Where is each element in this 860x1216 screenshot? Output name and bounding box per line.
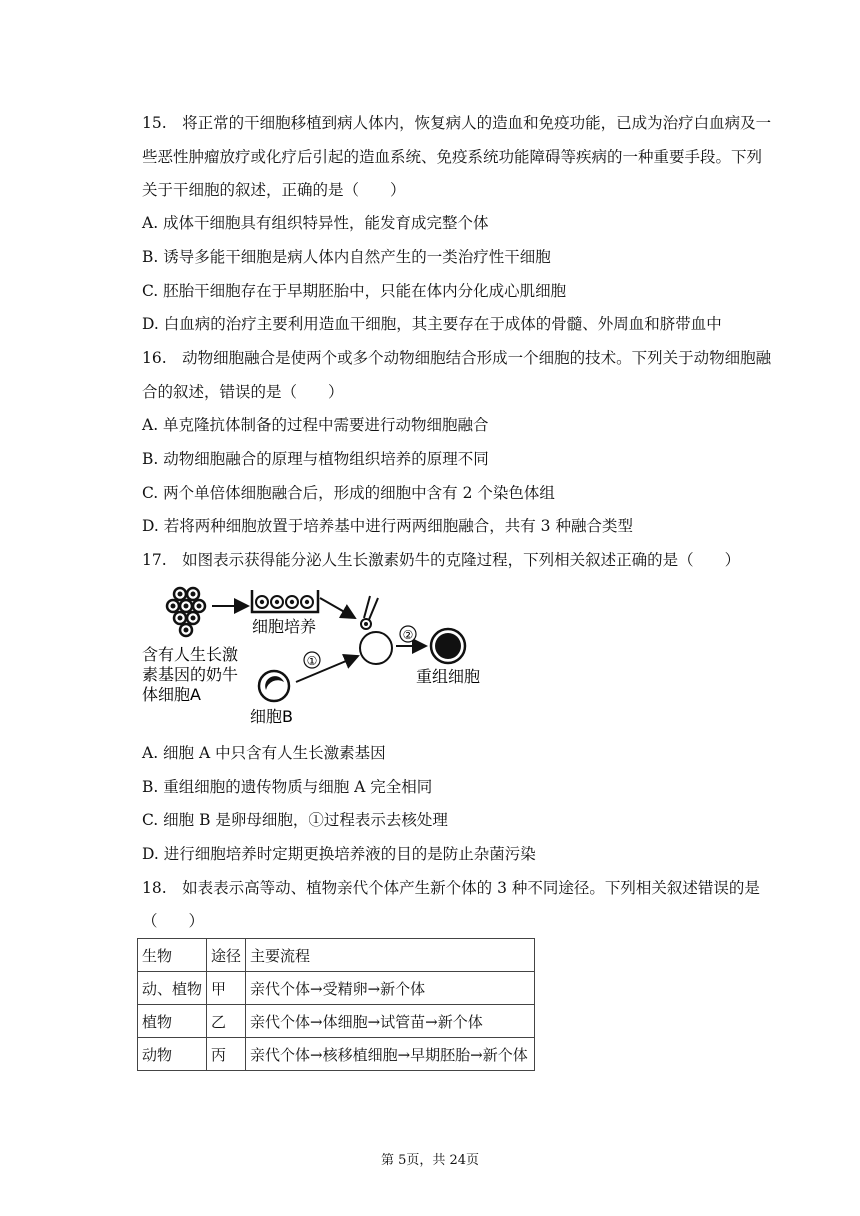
q16-line-2: 合的叙述，错误的是（ ） <box>142 383 344 401</box>
q18-line-2: （ ） <box>142 912 205 930</box>
table-cell: 动物 <box>138 1038 207 1071</box>
q16-option-a: A. 单克隆抗体制备的过程中需要进行动物细胞融合 <box>142 416 489 434</box>
table-header-row <box>138 939 535 972</box>
table-header-cell: 途径 <box>207 939 246 972</box>
table-cell: 亲代个体→核移植细胞→早期胚胎→新个体 <box>246 1038 535 1071</box>
q16-option-b: B. 动物细胞融合的原理与植物组织培养的原理不同 <box>142 450 489 468</box>
table-header-cell: 主要流程 <box>246 939 535 972</box>
q15-option-b: B. 诱导多能干细胞是病人体内自然产生的一类治疗性干细胞 <box>142 248 551 266</box>
q15-option-c: C. 胚胎干细胞存在于早期胚胎中，只能在体内分化成心肌细胞 <box>142 282 567 300</box>
cell-b <box>259 671 289 701</box>
table-row <box>138 1005 535 1038</box>
culture-label: 细胞培养 <box>252 617 317 636</box>
cell-a-label-2: 素基因的奶牛 <box>142 665 239 684</box>
table-cell: 乙 <box>207 1005 246 1038</box>
result-label: 重组细胞 <box>416 667 481 686</box>
cloning-diagram <box>140 582 500 732</box>
q17-option-a: A. 细胞 A 中只含有人生长激素基因 <box>142 744 386 762</box>
q16-line-1: 16. 动物细胞融合是使两个或多个动物细胞结合形成一个细胞的技术。下列关于动物细胞融 <box>142 349 772 367</box>
page-footer: 第 5页，共 24页 <box>380 1153 480 1168</box>
table-cell: 亲代个体→体细胞→试管苗→新个体 <box>246 1005 535 1038</box>
arrow-to-injection <box>320 598 355 618</box>
table-cell: 亲代个体→受精卵→新个体 <box>246 972 535 1005</box>
q15-option-a: A. 成体干细胞具有组织特异性，能发育成完整个体 <box>142 214 489 232</box>
table-cell: 动、植物 <box>138 972 207 1005</box>
enucleated-cell <box>360 632 392 664</box>
q16-option-c: C. 两个单倍体细胞融合后，形成的细胞中含有 2 个染色体组 <box>142 484 555 502</box>
q15-line-1: 15. 将正常的干细胞移植到病人体内，恢复病人的造血和免疫功能，已成为治疗白血病及一 <box>142 114 772 132</box>
table-cell: 丙 <box>207 1038 246 1071</box>
q18-line-1: 18. 如表表示高等动、植物亲代个体产生新个体的 3 种不同途径。下列相关叙述错误的是 <box>142 879 760 897</box>
q15-option-d: D. 白血病的治疗主要利用造血干细胞，其主要存在于成体的骨髓、外周血和脐带血中 <box>142 315 722 333</box>
q17-line-1: 17. 如图表示获得能分泌人生长激素奶牛的克隆过程，下列相关叙述正确的是（ ） <box>142 551 741 569</box>
pathway-table <box>137 938 535 1071</box>
q15-line-3: 关于干细胞的叙述，正确的是（ ） <box>142 181 406 199</box>
culture-dish <box>252 590 318 612</box>
q17-option-b: B. 重组细胞的遗传物质与细胞 A 完全相同 <box>142 778 433 796</box>
step-2-label: ② <box>402 628 414 642</box>
table-row <box>138 1038 535 1071</box>
q15-line-2: 些恶性肿瘤放疗或化疗后引起的造血系统、免疫系统功能障碍等疾病的一种重要手段。下列 <box>142 148 763 166</box>
cell-b-label: 细胞B <box>250 707 293 726</box>
cell-a-label-1: 含有人生长激 <box>142 645 239 664</box>
table-header-cell: 生物 <box>138 939 207 972</box>
q17-option-c: C. 细胞 B 是卵母细胞，①过程表示去核处理 <box>142 811 448 829</box>
step-1-label: ① <box>306 654 318 668</box>
table-row <box>138 972 535 1005</box>
cell-a-label-3: 体细胞A <box>142 685 201 704</box>
q17-option-d: D. 进行细胞培养时定期更换培养液的目的是防止杂菌污染 <box>142 845 536 863</box>
q16-option-d: D. 若将两种细胞放置于培养基中进行两两细胞融合，共有 3 种融合类型 <box>142 517 633 535</box>
table-cell: 植物 <box>138 1005 207 1038</box>
table-cell: 甲 <box>207 972 246 1005</box>
micropipette <box>361 596 378 629</box>
